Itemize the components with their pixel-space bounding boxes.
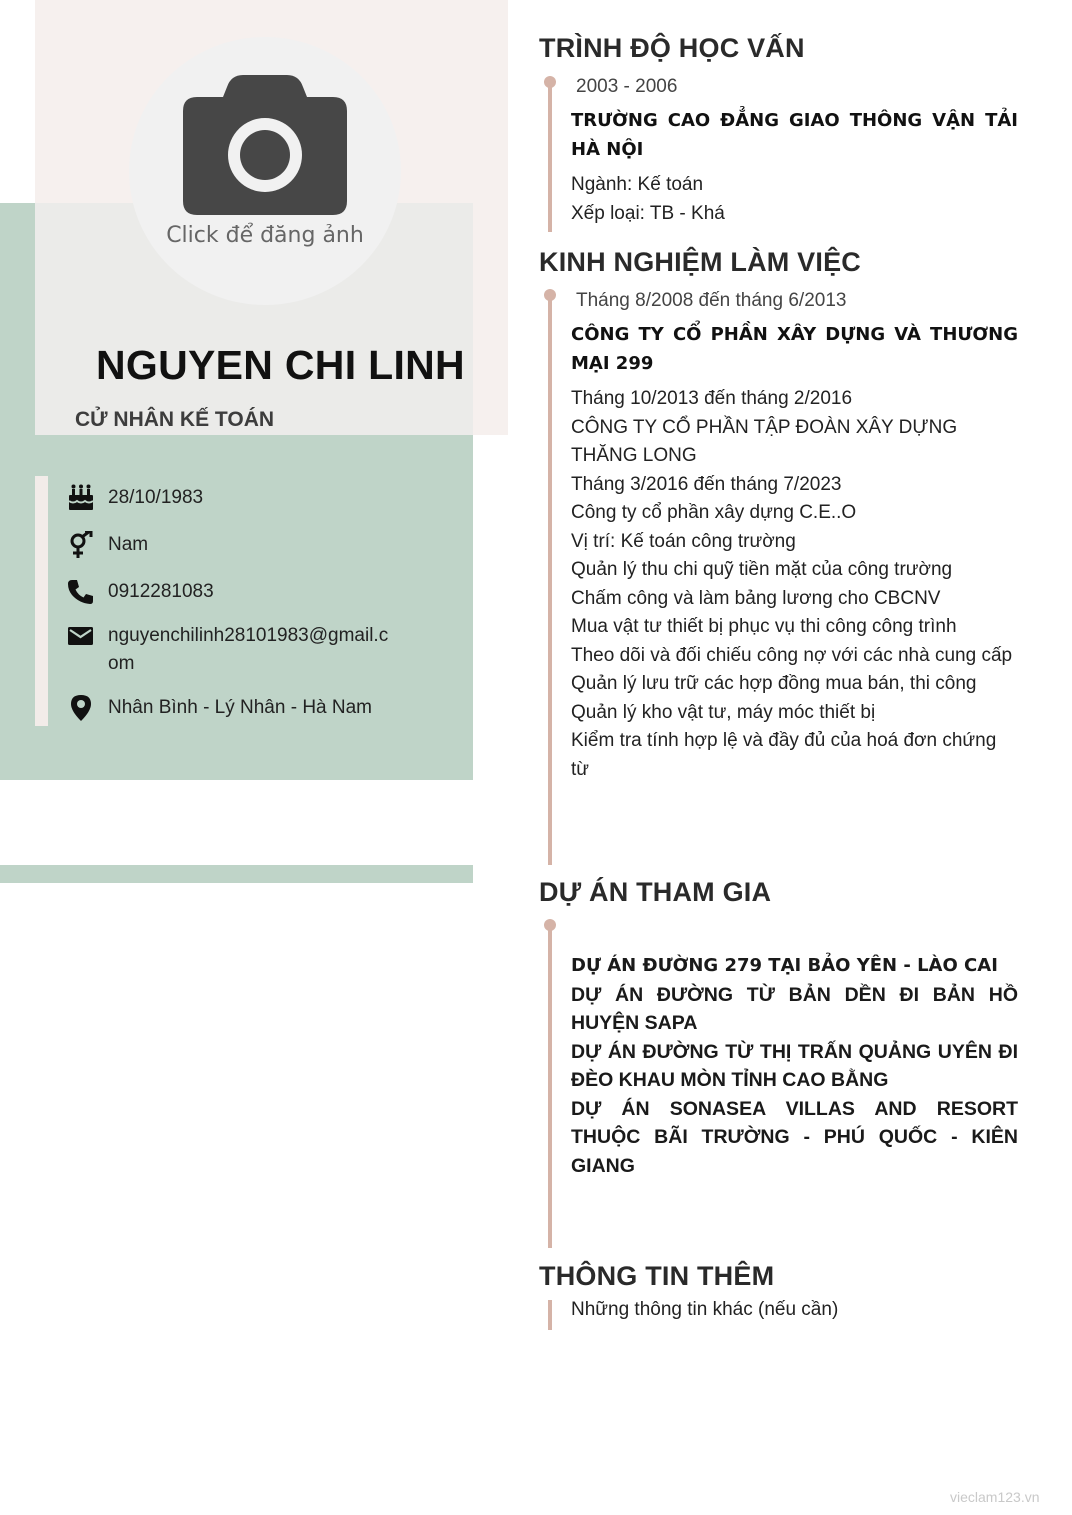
accent-strip	[0, 203, 35, 435]
list-item: Quản lý kho vật tư, máy móc thiết bị	[571, 701, 876, 723]
education-period: 2003 - 2006	[576, 76, 678, 97]
job-title: CỬ NHÂN KẾ TOÁN	[75, 408, 275, 431]
decorative-bar	[0, 865, 473, 883]
list-item: Chấm công và làm bảng lương cho CBCNV	[571, 587, 941, 609]
email-value: nguyenchilinh28101983@gmail.com	[108, 625, 389, 674]
photo-upload-label: Click để đăng ảnh	[166, 223, 364, 248]
list-item: DỰ ÁN SONASEA VILLAS AND RESORT THUỘC BÃI TRƯỜNG - PHÚ QUỐC - KIÊN GIANG	[571, 1097, 1018, 1177]
additional-timeline	[548, 1300, 552, 1330]
experience-heading: KINH NGHIỆM LÀM VIỆC	[539, 247, 862, 277]
list-item: Mua vật tư thiết bị phục vụ thi công công trình	[571, 616, 957, 637]
experience-period: Tháng 8/2008 đến tháng 6/2013	[576, 290, 847, 311]
birthday-cake-icon	[66, 484, 96, 512]
list-item: Vị trí: Kế toán công trường	[571, 530, 796, 552]
phone-value: 0912281083	[108, 581, 214, 602]
education-timeline	[548, 82, 552, 232]
gender-icon	[66, 531, 96, 559]
experience-company: CÔNG TY CỔ PHẦN XÂY DỰNG VÀ THƯƠNG MẠI 299	[571, 324, 1018, 374]
experience-details	[571, 385, 1018, 784]
education-heading: TRÌNH ĐỘ HỌC VẤN	[539, 33, 805, 63]
education-major: Ngành: Kế toán	[571, 174, 704, 195]
experience-timeline	[548, 295, 552, 865]
additional-text: Những thông tin khác (nếu cần)	[571, 1299, 839, 1320]
address-value: Nhân Bình - Lý Nhân - Hà Nam	[108, 697, 373, 718]
list-item: CÔNG TY CỔ PHẦN TẬP ĐOÀN XÂY DỰNG THĂNG LONG	[571, 416, 958, 466]
contact-stripe	[35, 476, 48, 726]
contact-phone	[66, 578, 396, 606]
list-item: Quản lý thu chi quỹ tiền mặt của công trường	[571, 559, 953, 580]
watermark: vieclam123.vn	[950, 1489, 1040, 1505]
education-school: TRƯỜNG CAO ĐẲNG GIAO THÔNG VẬN TẢI HÀ NỘI	[571, 110, 1018, 160]
list-item: Kiểm tra tính hợp lệ và đầy đủ của hoá đơn chứng từ	[571, 730, 997, 780]
list-item: Tháng 3/2016 đến tháng 7/2023	[571, 473, 842, 495]
birthday-value: 28/10/1983	[108, 487, 204, 508]
projects-timeline	[548, 925, 552, 1248]
gender-value: Nam	[108, 534, 149, 555]
education-grade: Xếp loại: TB - Khá	[571, 203, 725, 224]
phone-icon	[66, 578, 96, 606]
projects-list	[571, 952, 1018, 1180]
list-item: DỰ ÁN ĐƯỜNG 279 TẠI BẢO YÊN - LÀO CAI	[571, 955, 998, 976]
list-item: Theo dõi và đối chiếu công nợ với các nhà cung cấp	[571, 644, 1013, 666]
projects-heading: DỰ ÁN THAM GIA	[539, 877, 772, 907]
camera-icon	[183, 75, 347, 215]
list-item: Tháng 10/2013 đến tháng 2/2016	[571, 388, 853, 409]
photo-upload[interactable]	[129, 37, 401, 305]
additional-heading: THÔNG TIN THÊM	[539, 1261, 775, 1291]
list-item: Công ty cổ phần xây dựng C.E..O	[571, 502, 857, 523]
contact-address	[66, 694, 396, 722]
full-name: NGUYEN CHI LINH	[96, 342, 465, 388]
list-item: Quản lý lưu trữ các hợp đồng mua bán, thi công	[571, 673, 977, 694]
contact-email	[66, 622, 396, 678]
location-pin-icon	[66, 694, 96, 722]
contact-birthday	[66, 484, 396, 512]
contact-gender	[66, 531, 396, 559]
list-item: DỰ ÁN ĐƯỜNG TỪ THỊ TRẤN QUẢNG UYÊN ĐI ĐÈO KHAU MÒN TỈNH CAO BẰNG	[571, 1040, 1018, 1091]
email-icon	[66, 622, 96, 650]
list-item: DỰ ÁN ĐƯỜNG TỪ BẢN DỀN ĐI BẢN HỒ HUYỆN SAPA	[571, 983, 1018, 1034]
